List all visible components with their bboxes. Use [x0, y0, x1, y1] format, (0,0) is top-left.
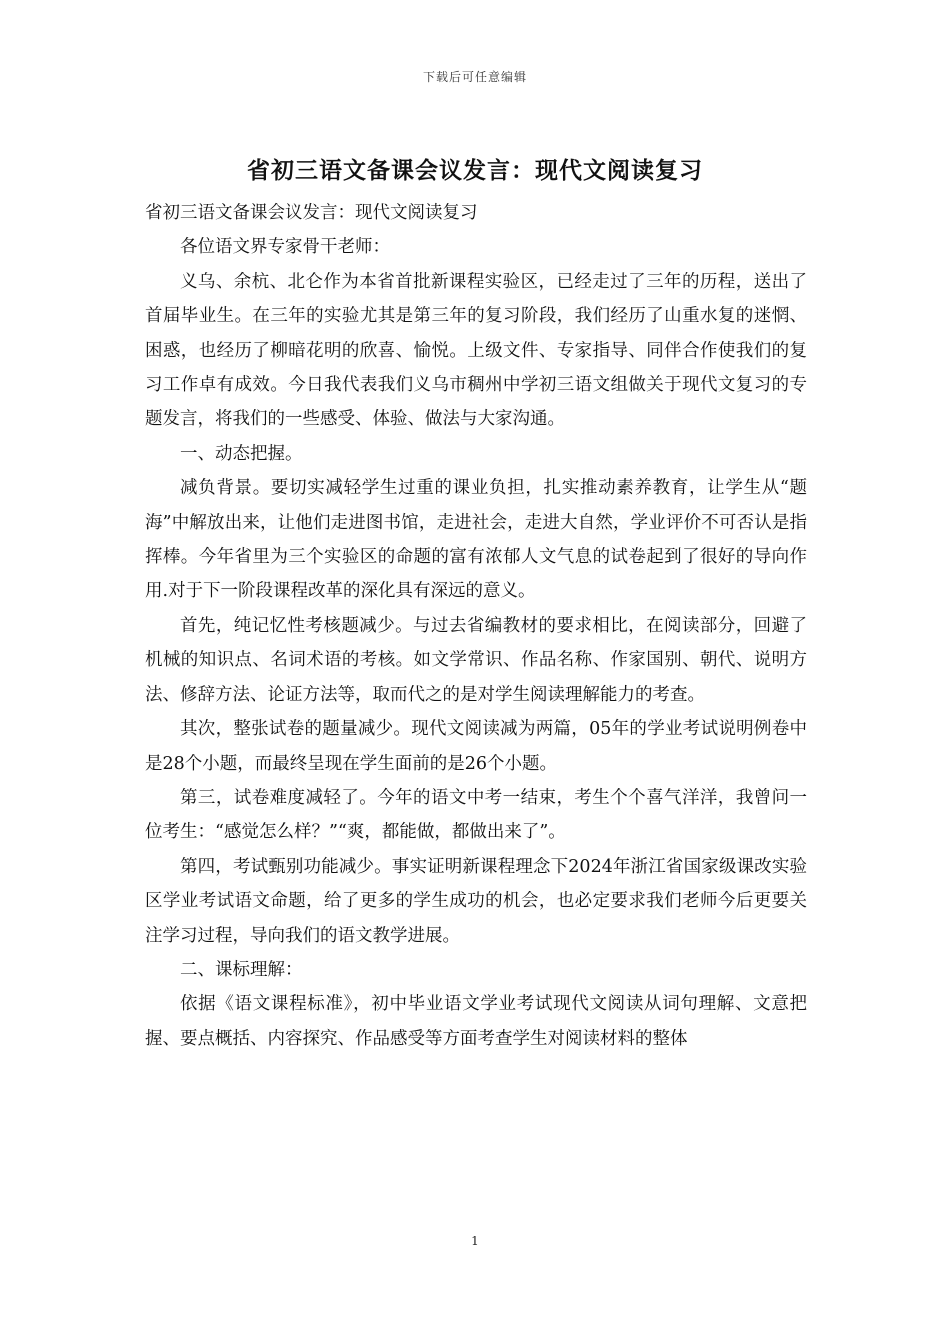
paragraph-fourth: 第四，考试甄别功能减少。事实证明新课程理念下2024年浙江省国家级课改实验区学业考试语文命题，给了更多的学生成功的机会，也必定要求我们老师今后更要关注学习过程，导向我们的语文教学进展。 — [145, 856, 807, 946]
page-number: 1 — [471, 1234, 479, 1248]
subtitle-line: 省初三语文备课会议发言：现代文阅读复习 — [145, 203, 478, 223]
document-title: 省初三语文备课会议发言：现代文阅读复习 — [247, 157, 703, 184]
section-heading-2: 二、课标理解： — [180, 959, 303, 980]
paragraph-standards: 依据《语文课程标准》，初中毕业语文学业考试现代文阅读从词句理解、文意把握、要点概括、内容探究、作品感受等方面考查学生对阅读材料的整体 — [145, 994, 807, 1049]
paragraph-background: 减负背景。要切实减轻学生过重的课业负担，扎实推动素养教育，让学生从“题海”中解放出来，让他们走进图书馆，走进社会，走进大自然，学业评价不可否认是指挥棒。今年省里为三个实验区的命题的富有浓郁人文气息的试卷起到了很好的导向作用.对于下一阶段课程改革的深化具有深远的意义。 — [145, 478, 807, 602]
paragraph-first: 首先，纯记忆性考核题减少。与过去省编教材的要求相比，在阅读部分，回避了机械的知识点、名词术语的考核。如文学常识、作品名称、作家国别、朝代、说明方法、修辞方法、论证方法等，取而代之的是对学生阅读理解能力的考查。 — [145, 615, 807, 705]
paragraph-second: 其次，整张试卷的题量减少。现代文阅读减为两篇，05年的学业考试说明例卷中是28个小题，而最终呈现在学生面前的是26个小题。 — [145, 719, 807, 774]
paragraph-intro: 义乌、余杭、北仑作为本省首批新课程实验区，已经走过了三年的历程，送出了首届毕业生。在三年的实验尤其是第三年的复习阶段，我们经历了山重水复的迷惘、困惑，也经历了柳暗花明的欣喜、愉悦。上级文件、专家指导、同伴合作使我们的复习工作卓有成效。今日我代表我们义乌市稠州中学初三语文组做关于现代文复习的专题发言，将我们的一些感受、体验、做法与大家沟通。 — [145, 271, 807, 430]
header-note: 下载后可任意编辑 — [422, 70, 527, 84]
section-heading-1: 一、动态把握。 — [180, 443, 303, 464]
document-body — [145, 196, 807, 1056]
greeting: 各位语文界专家骨干老师： — [180, 237, 390, 258]
paragraph-third: 第三，试卷难度减轻了。今年的语文中考一结束，考生个个喜气洋洋，我曾问一位考生：“感觉怎么样？”“爽，都能做，都做出来了”。 — [145, 787, 807, 843]
